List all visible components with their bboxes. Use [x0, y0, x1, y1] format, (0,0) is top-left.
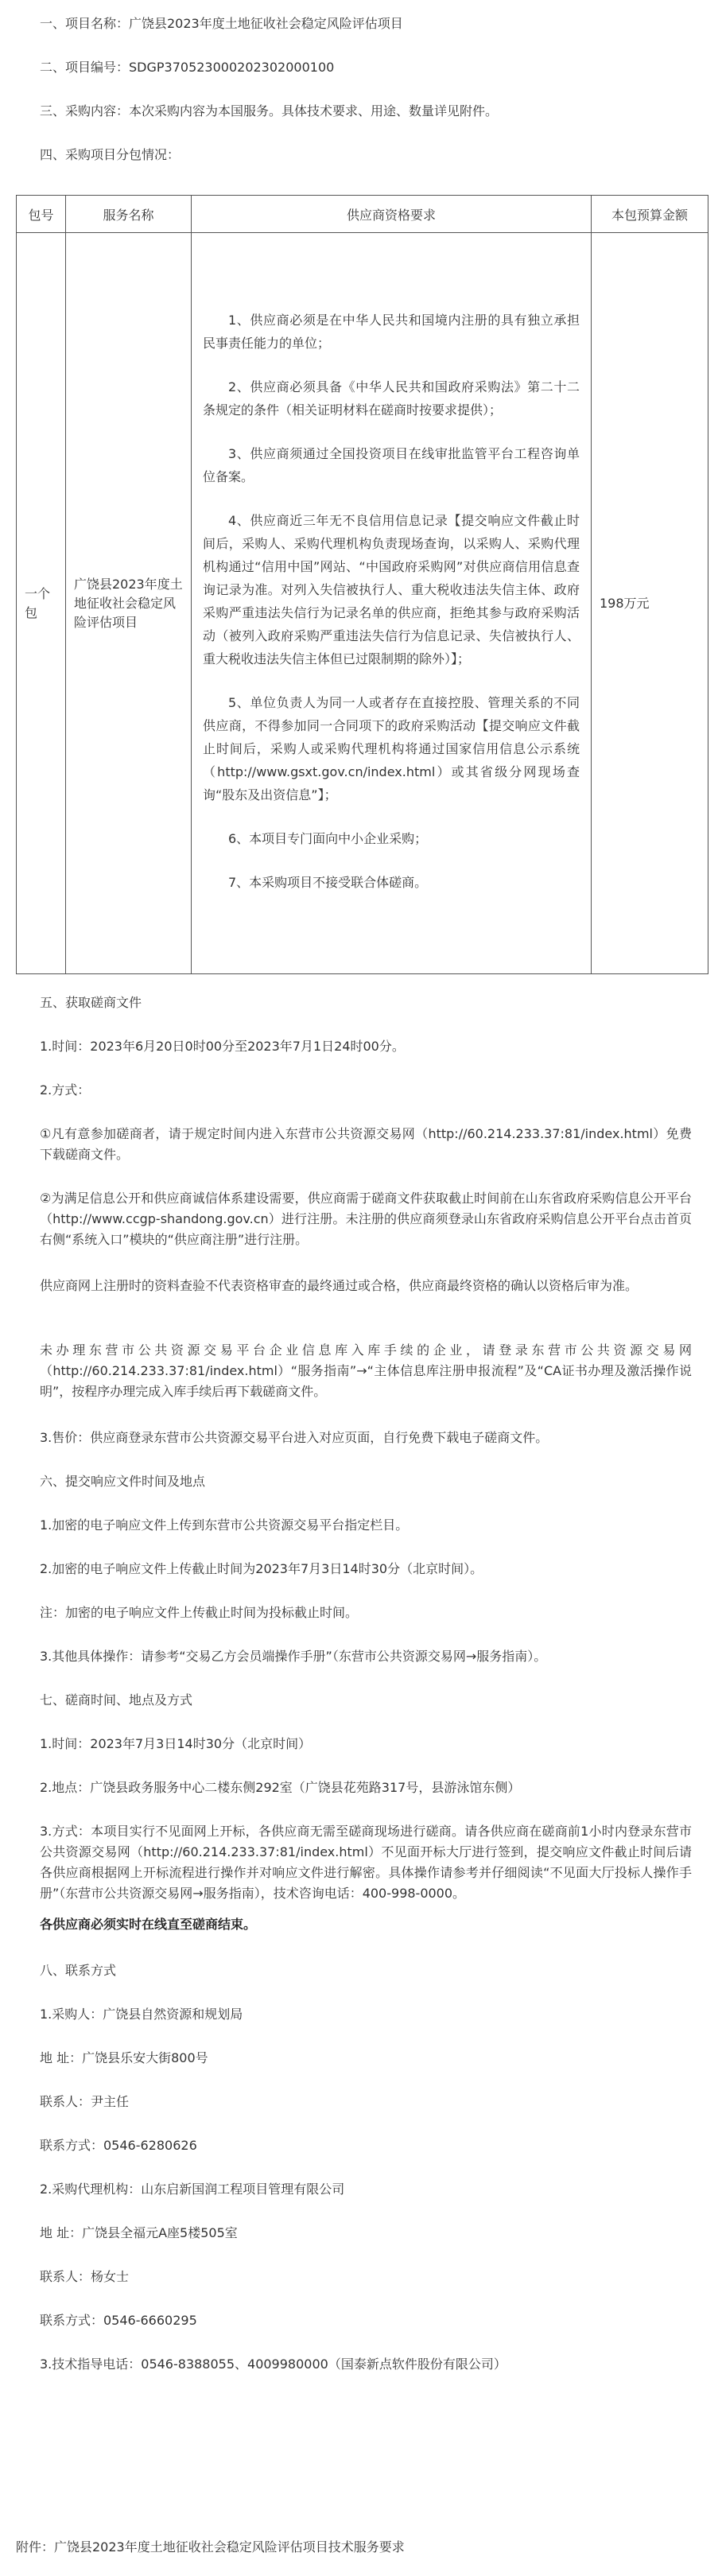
qualification-list — [192, 233, 592, 974]
section8-title: 八、联系方式 — [40, 1963, 117, 1978]
submit-note: 注：加密的电子响应文件上传截止时间为投标截止时间。 — [40, 1605, 359, 1620]
online-note: 各供应商必须实时在线直至磋商结束。 — [40, 1917, 257, 1932]
submit-3: 3.其他具体操作：请参考“交易乙方会员端操作手册”（东营市公共资源交易网→服务指南）。 — [40, 1649, 547, 1664]
service-name: 广饶县2023年度土地征收社会稳定风险评估项目 — [66, 233, 192, 974]
buyer-phone: 联系方式：0546-6280626 — [40, 2138, 197, 2153]
header-package-no: 包号 — [17, 196, 66, 233]
agent-address: 地 址：广饶县全福元A座5楼505室 — [40, 2225, 238, 2240]
section5-title: 五、获取磋商文件 — [40, 995, 142, 1010]
requirement-item: 1、供应商必须是在中华人民共和国境内注册的具有独立承担民事责任能力的单位； — [203, 312, 580, 351]
tech-phone: 3.技术指导电话：0546-8388055、4009980000（国泰新点软件股份有限公司） — [40, 2356, 507, 2372]
header-qualification: 供应商资格要求 — [192, 196, 592, 233]
requirement-item: 7、本采购项目不接受联合体磋商。 — [228, 874, 428, 890]
package-number: 一个包 — [17, 233, 66, 974]
requirement-item: 3、供应商须通过全国投资项目在线审批监管平台工程咨询单位备案。 — [203, 445, 580, 484]
procurement-content: 三、采购内容：本次采购内容为本国服务。具体技术要求、用途、数量详见附件。 — [40, 103, 499, 119]
submit-2: 2.加密的电子响应文件上传截止时间为2023年7月3日14时30分（北京时间）。 — [40, 1561, 483, 1576]
header-service-name: 服务名称 — [66, 196, 192, 233]
attachment-line: 附件：广饶县2023年度土地征收社会稳定风险评估项目技术服务要求 — [16, 2539, 405, 2555]
buyer-contact: 联系人：尹主任 — [40, 2094, 130, 2109]
section7-title: 七、磋商时间、地点及方式 — [40, 1692, 193, 1708]
method-1: ①凡有意参加磋商者，请于规定时间内进入东营市公共资源交易网（http://60.214.233.37:81/index.html）免费下载磋商文件。 — [40, 1126, 692, 1162]
obtain-time: 1.时间：2023年6月20日0时00分至2023年7月1日24时00分。 — [40, 1039, 405, 1054]
table-header-row — [17, 196, 708, 233]
agent-contact: 联系人：杨女士 — [40, 2269, 130, 2284]
requirement-item: 4、供应商近三年无不良信用信息记录【提交响应文件截止时间后，采购人、采购代理机构负责现场查询，以采购人、采购代理机构通过“信用中国”网站、“中国政府采购网”对供应商信用信息查询记录为准。对列入失信被执行人、重大税收违法失信主体、政府采购严重违法失信行为记录名单的供应商，拒绝其参与政府采购活动（被列入政府采购严重违法失信行为信息记录、失信被执行人、重大税收违法失信主体但已过限制期的除外）】； — [203, 512, 580, 666]
requirement-item: 5、单位负责人为同一人或者存在直接控股、管理关系的不同供应商，不得参加同一合同项下的政府采购活动【提交响应文件截止时间后，采购人或采购代理机构将通过国家信用信息公示系统（http://www.gsxt.gov.cn/index.html）或其省级分网现场查询“股东及出资信息”】； — [203, 694, 580, 802]
method-2: ②为满足信息公开和供应商诚信体系建设需要，供应商需于磋商文件获取截止时间前在山东省政府采购信息公开平台（http://www.ccgp-shandong.gov.cn）进行注册。未注册的供应商须登录山东省政府采购信息公开平台点击首页右侧“系统入口”模块的“供应商注册”进行注册。 — [40, 1191, 692, 1247]
obtain-method: 2.方式： — [40, 1082, 91, 1098]
agent-phone: 联系方式：0546-6660295 — [40, 2313, 197, 2328]
buyer: 1.采购人：广饶县自然资源和规划局 — [40, 2007, 243, 2022]
method-4: 未办理东营市公共资源交易平台企业信息库入库手续的企业，请登录东营市公共资源交易网（http://60.214.233.37:81/index.html）“服务指南”→“主体信息库注册申报流程”及“CA证书办理及激活操作说明”，按程序办理完成入库手续后再下载磋商文件。 — [40, 1342, 692, 1399]
submit-1: 1.加密的电子响应文件上传到东营市公共资源交易平台指定栏目。 — [40, 1517, 409, 1533]
agent: 2.采购代理机构：山东启新国润工程项目管理有限公司 — [40, 2182, 345, 2197]
buyer-address: 地 址：广饶县乐安大街800号 — [40, 2050, 208, 2065]
header-budget: 本包预算金额 — [592, 196, 708, 233]
packages-title: 四、采购项目分包情况： — [40, 147, 180, 162]
project-number: 二、项目编号：SDGP370523000202302000100 — [40, 60, 335, 75]
consult-method: 3.方式：本项目实行不见面网上开标，各供应商无需至磋商现场进行磋商。请各供应商在磋商前1小时内登录东营市公共资源交易网（http://60.214.233.37:81/index.html）不见面开标大厅进行签到，提交响应文件截止时间后请各供应商根据网上开标流程进行操作并对响应文件进行解密。具体操作请参考并仔细阅读“不见面大厅投标人操作手册”（东营市公共资源交易网→服务指南），技术咨询电话：400-998-0000。 — [40, 1824, 692, 1901]
price: 3.售价：供应商登录东营市公共资源交易平台进入对应页面，自行免费下载电子磋商文件。 — [40, 1430, 549, 1445]
section6-title: 六、提交响应文件时间及地点 — [40, 1474, 206, 1489]
requirement-item: 2、供应商必须具备《中华人民共和国政府采购法》第二十二条规定的条件（相关证明材料在磋商时按要求提供）； — [203, 379, 580, 418]
package-table — [16, 195, 708, 974]
requirement-item: 6、本项目专门面向中小企业采购； — [228, 830, 428, 846]
budget-amount: 198万元 — [592, 233, 708, 974]
consult-time: 1.时间：2023年7月3日14时30分（北京时间） — [40, 1736, 312, 1751]
method-3: 供应商网上注册时的资料查验不代表资格审查的最终通过或合格，供应商最终资格的确认以资格后审为准。 — [40, 1278, 639, 1293]
consult-place: 2.地点：广饶县政务服务中心二楼东侧292室（广饶县花苑路317号，县游泳馆东侧） — [40, 1780, 521, 1795]
project-name: 一、项目名称：广饶县2023年度土地征收社会稳定风险评估项目 — [40, 16, 403, 31]
table-row — [17, 233, 708, 974]
